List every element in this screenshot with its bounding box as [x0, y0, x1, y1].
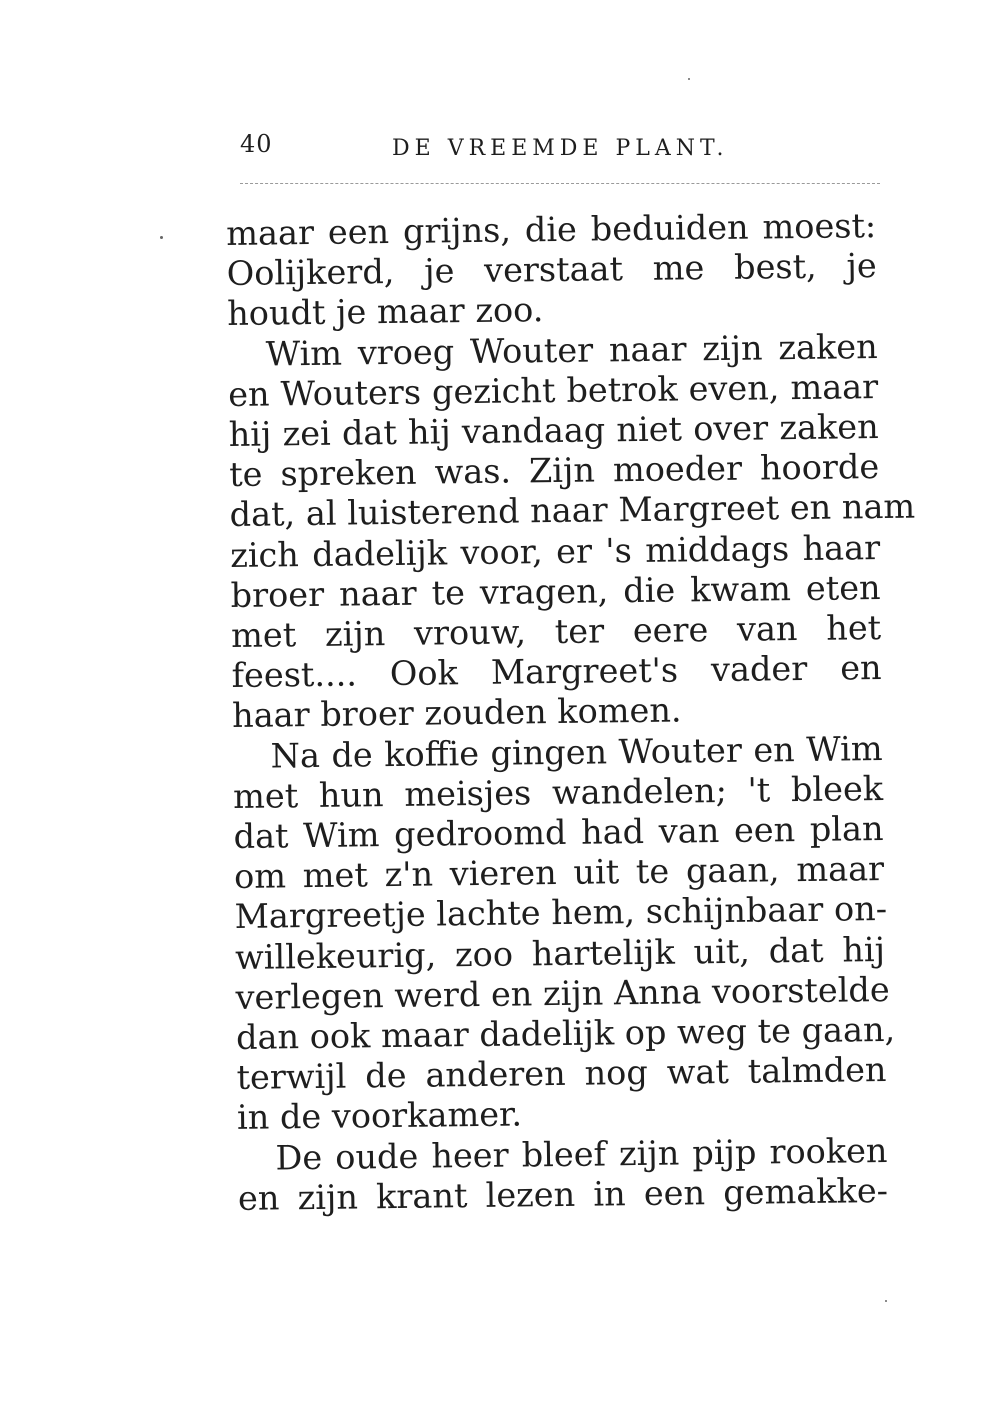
print-speck: [160, 236, 163, 239]
text-line: en zijn krant lezen in een gemakke-: [237, 1170, 889, 1218]
text-line: feest.... Ook Margreet's vader en: [231, 648, 882, 696]
page-number: 40: [240, 130, 273, 158]
running-title: DE VREEMDE PLANT.: [392, 136, 729, 161]
text-line: dat Wim gedroomd had van een plan: [233, 809, 884, 856]
text-line: met zijn vrouw, ter eere van het: [230, 608, 882, 655]
text-line: houdt je maar zoo.: [226, 290, 544, 334]
body-text: [226, 206, 916, 1219]
text-line: broer naar te vragen, die kwam eten: [230, 567, 881, 615]
print-speck: [885, 1300, 887, 1302]
text-line: Na de koffie gingen Wouter en Wim: [270, 728, 883, 776]
text-line: om met z'n vieren uit te gaan, maar: [233, 849, 885, 897]
text-line: maar een grijns, die beduiden moest:: [226, 206, 877, 253]
text-line: dan ook maar dadelijk op weg te gaan,: [235, 1009, 896, 1057]
text-line: willekeurig, zoo hartelijk uit, dat hij: [234, 929, 886, 977]
text-line: in de voorkamer.: [236, 1094, 523, 1138]
text-line: hij zei dat hij vandaag niet over zaken: [228, 407, 879, 454]
text-line: dat, al luisterend naar Margreet en nam: [229, 487, 916, 535]
print-speck: [688, 78, 690, 80]
text-line: Oolijkerd, je verstaat me best, je: [226, 246, 877, 294]
header-rule: [240, 183, 880, 184]
text-line: De oude heer bleef zijn pijp rooken: [275, 1130, 888, 1178]
running-header: [240, 130, 740, 170]
text-line: te spreken was. Zijn moeder hoorde: [228, 447, 880, 495]
text-line: met hun meisjes wandelen; 't bleek: [232, 768, 884, 816]
text-line: Margreetje lachte hem, schijnbaar on-: [234, 889, 888, 937]
text-line: terwijl de anderen nog wat talmden: [236, 1050, 887, 1098]
text-line: haar broer zouden komen.: [231, 690, 682, 736]
text-line: en Wouters gezicht betrok even, maar: [227, 366, 879, 414]
text-line: verlegen werd en zijn Anna voorstelde: [235, 969, 890, 1017]
text-line: zich dadelijk voor, er 's middags haar: [229, 527, 881, 575]
text-line: Wim vroeg Wouter naar zijn zaken: [265, 326, 878, 374]
